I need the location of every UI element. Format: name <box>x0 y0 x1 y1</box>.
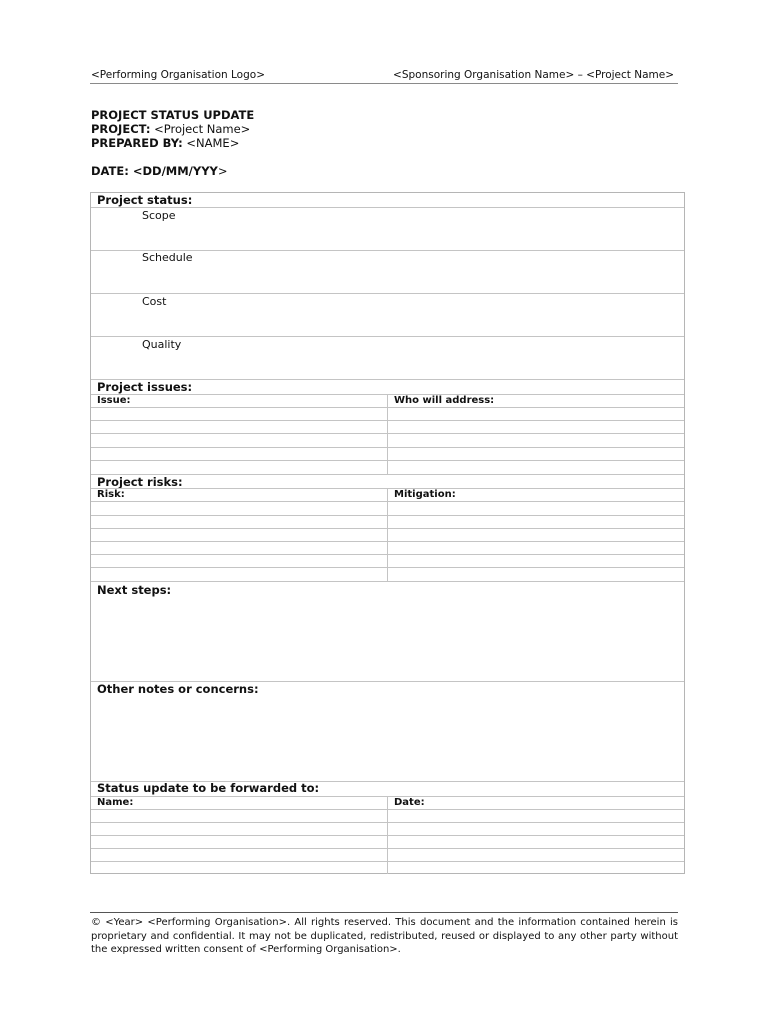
project-issues-heading: Project issues: <box>97 380 193 394</box>
table-row-divider <box>91 460 684 461</box>
table-row-divider <box>91 501 684 502</box>
table-row-divider <box>91 822 684 823</box>
date-line <box>91 164 228 178</box>
forward-col-name: Name: <box>97 797 134 808</box>
issues-col-issue: Issue: <box>97 395 131 406</box>
table-row-divider <box>91 420 684 421</box>
project-risks-heading: Project risks: <box>97 475 183 489</box>
project-status-heading: Project status: <box>97 193 193 207</box>
project-value: <Project Name> <box>150 122 251 136</box>
table-row-divider <box>91 541 684 542</box>
table-row-divider <box>91 528 684 529</box>
header-rule <box>90 83 678 84</box>
other-notes-heading: Other notes or concerns: <box>97 682 259 696</box>
document-title: PROJECT STATUS UPDATE <box>91 108 255 122</box>
date-label: DATE: <box>91 164 129 178</box>
risks-col-risk: Risk: <box>97 489 125 500</box>
date-value: <DD/MM/YYY <box>128 164 218 178</box>
table-row-divider <box>91 861 684 862</box>
header-org-project: <Sponsoring Organisation Name> – <Project Name> <box>393 69 674 81</box>
project-label: PROJECT: <box>91 122 151 136</box>
table-row-divider <box>91 433 684 434</box>
forwarded-to-heading: Status update to be forwarded to: <box>97 781 320 795</box>
table-row-divider <box>91 407 684 408</box>
prepared-by-value: <NAME> <box>182 136 240 150</box>
divider <box>91 207 684 208</box>
divider <box>91 336 684 337</box>
issues-col-who: Who will address: <box>394 395 495 406</box>
project-line <box>91 122 250 136</box>
table-row-divider <box>91 515 684 516</box>
table-row-divider <box>91 554 684 555</box>
table-row-divider <box>91 848 684 849</box>
table-row-divider <box>91 809 684 810</box>
status-quality-label: Quality <box>142 338 182 351</box>
prepared-by-line <box>91 136 239 150</box>
date-value-end: > <box>217 164 228 178</box>
status-form <box>90 192 685 874</box>
table-row-divider <box>91 447 684 448</box>
forward-col-date: Date: <box>394 797 425 808</box>
status-cost-label: Cost <box>142 295 167 308</box>
issues-col-divider <box>387 394 388 474</box>
table-row-divider <box>91 835 684 836</box>
divider <box>91 581 684 582</box>
status-schedule-label: Schedule <box>142 251 193 264</box>
next-steps-heading: Next steps: <box>97 583 172 597</box>
risks-col-mitigation: Mitigation: <box>394 489 456 500</box>
table-row-divider <box>91 567 684 568</box>
footer-rule <box>90 912 678 913</box>
copyright-notice: © <Year> <Performing Organisation>. All rights reserved. This document and the information contained herein is proprietary and confidential. It may not be duplicated, redistributed, reused or displayed to any other party without the expressed written consent of <Performing Organisation>. <box>91 917 678 955</box>
divider <box>91 293 684 294</box>
header-logo-placeholder: <Performing Organisation Logo> <box>91 69 265 81</box>
status-scope-label: Scope <box>142 209 176 222</box>
prepared-by-label: PREPARED BY: <box>91 136 183 150</box>
